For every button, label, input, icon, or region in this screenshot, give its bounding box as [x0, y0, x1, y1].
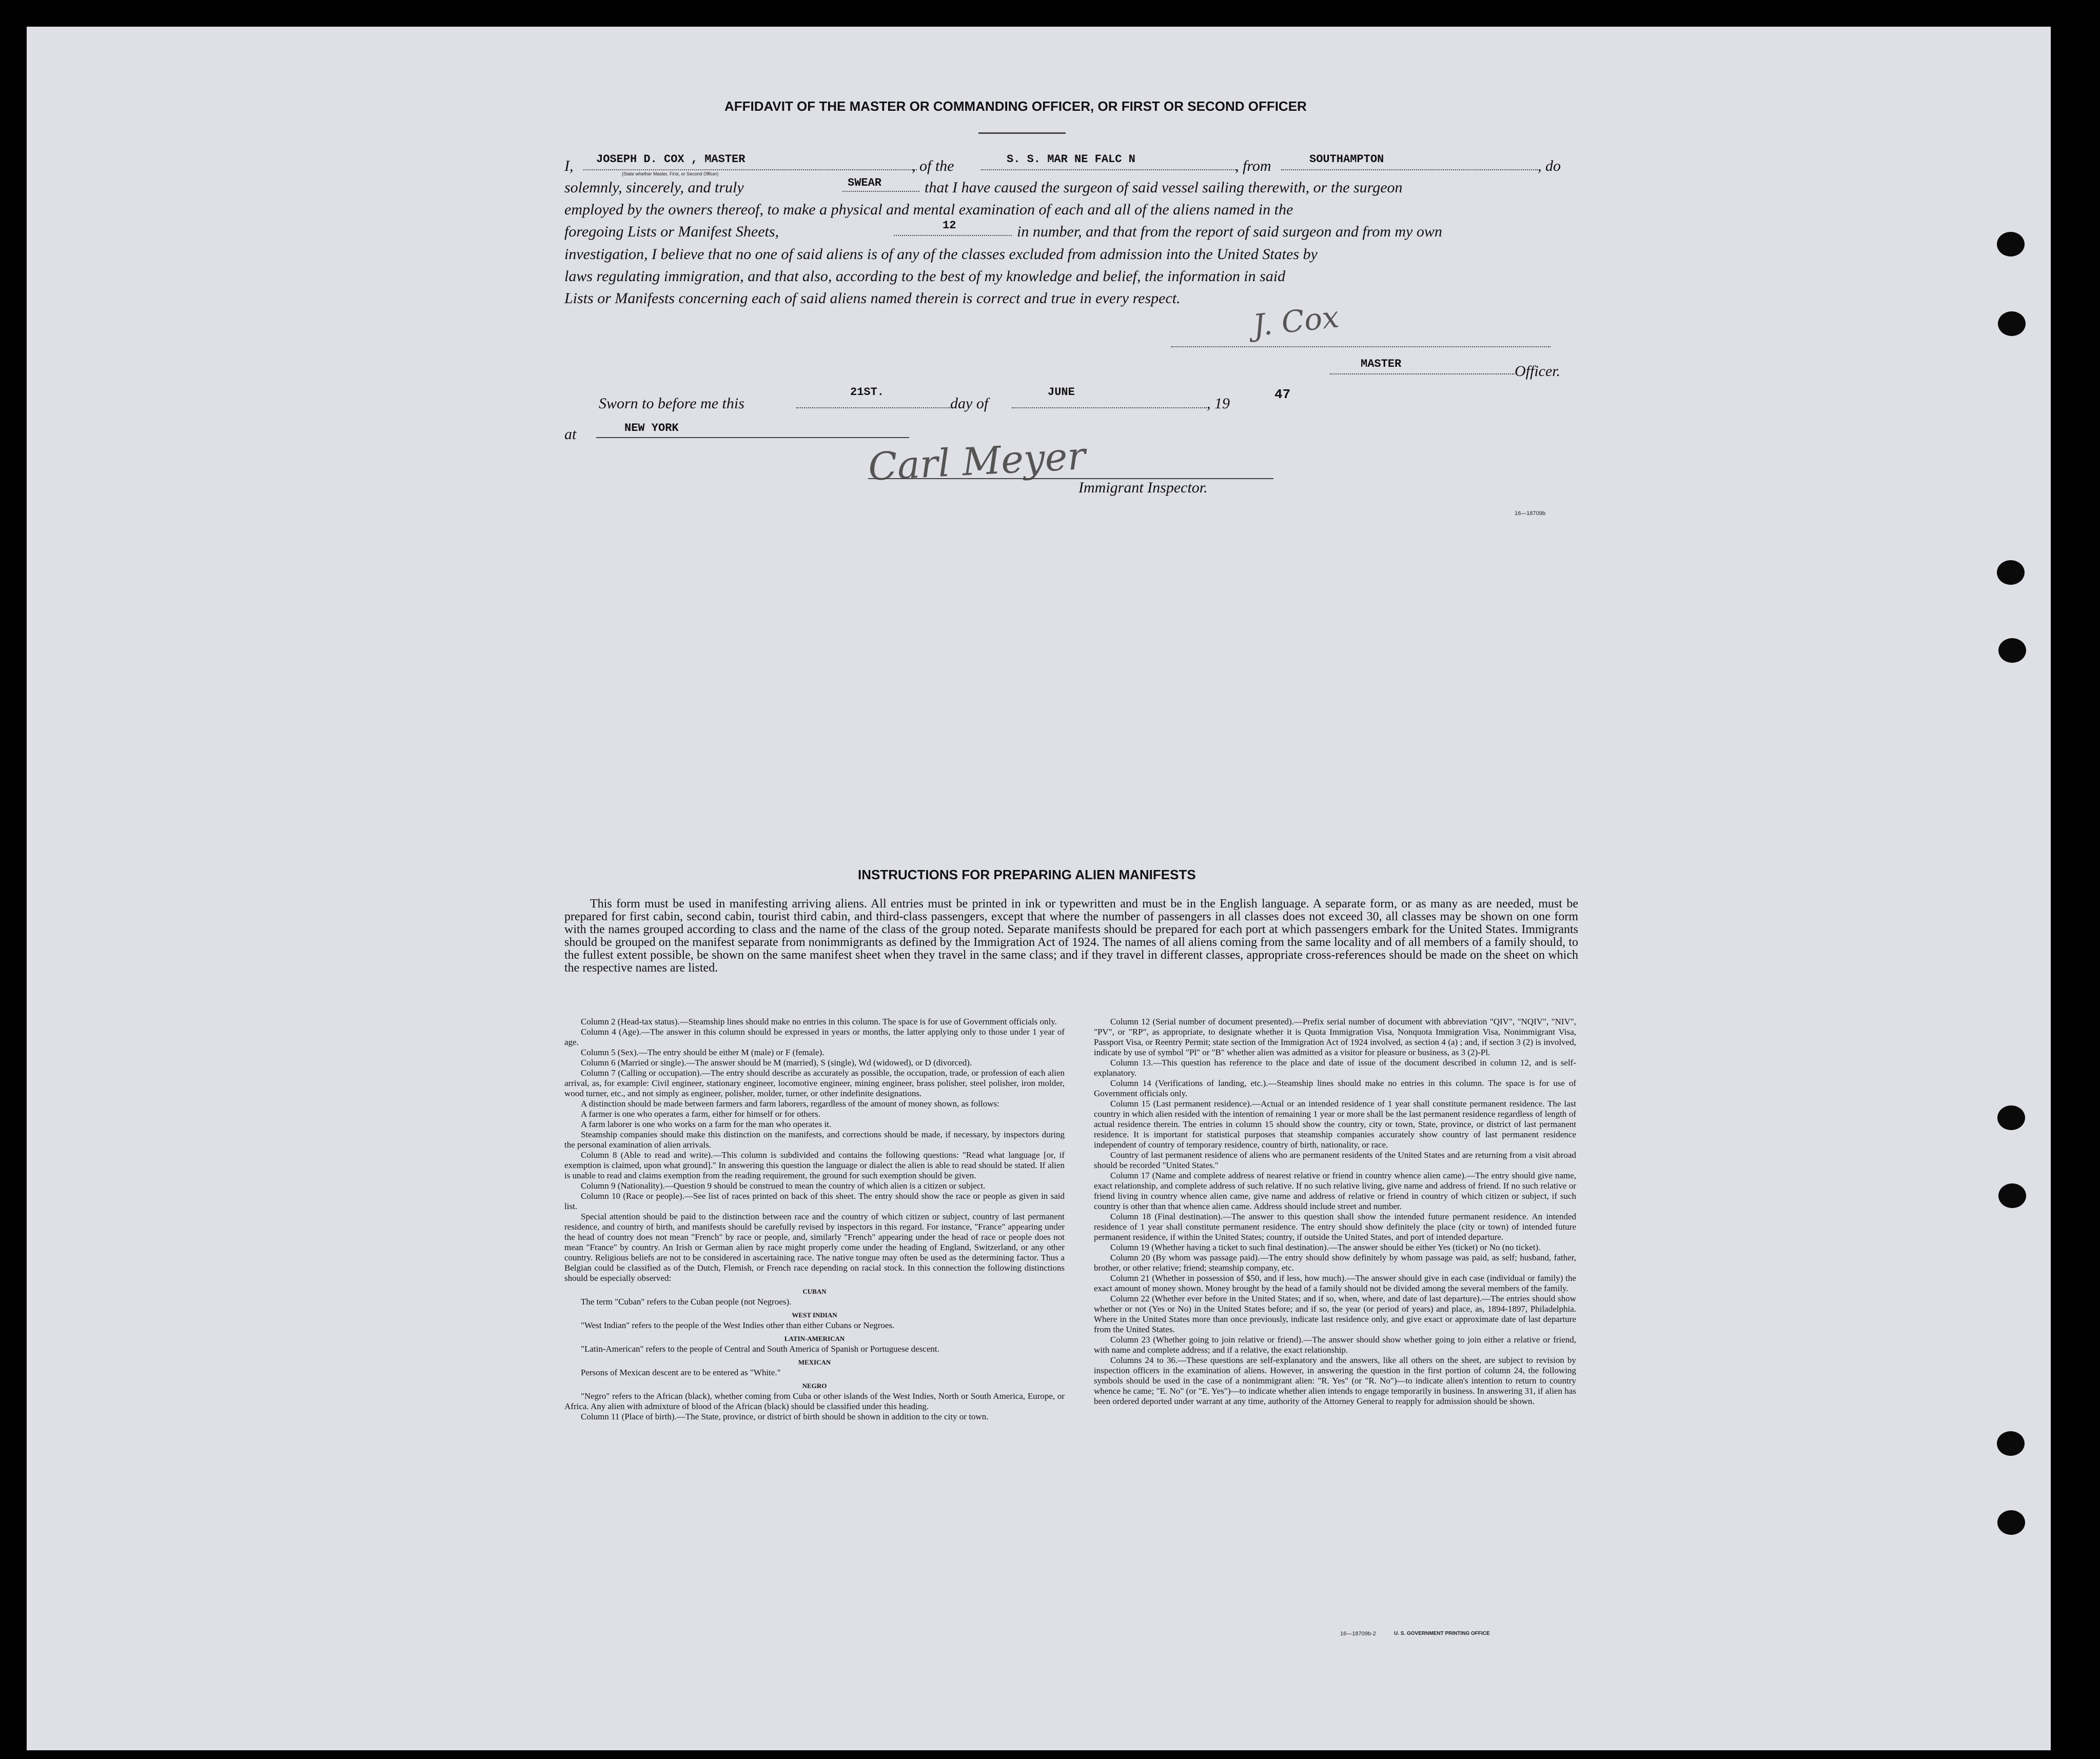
sworn-start: Sworn to before me this	[599, 395, 744, 412]
instruction-paragraph: Column 2 (Head-tax status).—Steamship lines should make no entries in this column. The space is for use of Government officials only.	[581, 1017, 1057, 1026]
departure-port: SOUTHAMPTON	[1309, 153, 1384, 166]
affidavit-line3: employed by the owners thereof, to make a physical and mental examination of each and all of the aliens named in the	[564, 201, 1293, 218]
port-line	[1281, 169, 1538, 170]
vessel-line	[981, 169, 1238, 170]
instructions-footer-office: U. S. GOVERNMENT PRINTING OFFICE	[1394, 1631, 1490, 1636]
race-heading: CUBAN	[802, 1288, 827, 1295]
sworn-month-line	[1012, 407, 1207, 408]
instructions-title: INSTRUCTIONS FOR PREPARING ALIEN MANIFESTS	[858, 867, 1196, 882]
punch-hole	[1997, 1431, 2025, 1456]
punch-hole	[1998, 1183, 2026, 1208]
sheet-count: 12	[943, 219, 956, 232]
instruction-paragraph: Column 8 (Able to read and write).—This column is subdivided and contains the following questions: "Read what language [or, if exemption is claimed, upon what ground]." In answering this question the language or dialect the alien is able to read should be stated. If alien is unable to read and claims exemption from the reading requirement, the ground for such exemption should be given.	[564, 1150, 1065, 1180]
instruction-paragraph: Column 9 (Nationality).—Question 9 should be construed to mean the country of which alien is a citizen or subject.	[581, 1181, 986, 1191]
instruction-paragraph: Steamship companies should make this distinction on the manifests, and corrections should be made, if necessary, by inspectors during the personal examination of alien arrivals.	[564, 1130, 1065, 1150]
sworn-day: 21ST.	[850, 386, 885, 399]
sworn-year-prefix: , 19	[1207, 395, 1230, 412]
instruction-paragraph: A farmer is one who operates a farm, either for himself or for others.	[581, 1109, 820, 1119]
affidavit-title: AFFIDAVIT OF THE MASTER OR COMMANDING OFFICER, OR FIRST OR SECOND OFFICER	[724, 98, 1307, 114]
affidavit-line4-start: foregoing Lists or Manifest Sheets,	[564, 223, 779, 240]
instruction-paragraph: Column 7 (Calling or occupation).—The entry should describe as accurately as possible, the occupation, trade, or profession of each alien arrival, as, for example: Civil engineer, stationary engineer, locomotive engineer, mining engineer, brass polisher, steel polisher, iron molder, wood turner, etc., and not simply as engineer, polisher, molder, turner, or other indefinite designations.	[564, 1068, 1065, 1098]
instruction-paragraph: Column 5 (Sex).—The entry should be either M (male) or F (female).	[581, 1048, 825, 1057]
instruction-paragraph: Column 17 (Name and complete address of nearest relative or friend in country whence alien came).—The entry should give name, exact relationship, and complete address of such relative. If no such relative living, give name and address of friend. If no such relative or friend living in country whence alien came, give name and address of relative or friend in country of which citizen or subject, if such country is other than that whence alien came. Address should include street and number.	[1094, 1171, 1576, 1211]
officer-signature-line	[1171, 346, 1551, 347]
instruction-paragraph: Column 13.—This question has reference to the place and date of issue of the document described in column 12, and is self-explanatory.	[1094, 1058, 1576, 1078]
sworn-day-of: day of	[950, 395, 989, 412]
instruction-paragraph: Column 21 (Whether in possession of $50, and if less, how much).—The answer should give in each case (individual or family) the exact amount of money shown. Money brought by the head of a family should not be divided among the several members of the family.	[1094, 1273, 1576, 1293]
oath-word: SWEAR	[848, 176, 882, 189]
instruction-paragraph: "West Indian" refers to the people of the West Indies other than either Cubans or Negroes.	[581, 1320, 895, 1330]
affidavit-line7: Lists or Manifests concerning each of said aliens named therein is correct and true in every respect.	[564, 290, 1181, 307]
place-name: NEW YORK	[624, 422, 679, 434]
instruction-paragraph: Column 19 (Whether having a ticket to such final destination).—The answer should be either Yes (ticket) or No (no ticket).	[1110, 1242, 1541, 1252]
instruction-paragraph: "Latin-American" refers to the people of Central and South America of Spanish or Portuguese descent.	[581, 1344, 939, 1354]
affidavit-line5: investigation, I believe that no one of said aliens is of any of the classes excluded from admission into the United States by	[564, 246, 1318, 263]
manifest-sheet	[27, 27, 2051, 1750]
affidavit-line4-end: in number, and that from the report of said surgeon and from my own	[1017, 223, 1442, 240]
officer-caption: (State whether Master, First, or Second Officer)	[622, 171, 719, 176]
instruction-paragraph: Column 12 (Serial number of document presented).—Prefix serial number of document with abbreviation "QIV", "NQIV", "NIV", "PV", or "RP", as appropriate, to designate whether it is Quota Immigration Visa, Nonquota Immigration Visa, Nonimmigrant Visa, Passport Visa, or Reentry Permit; state section of the Immigration Act of 1924 involved, as section 4 (a) ; and, if section 3 (2) is involved, indicate by use of symbol "Pl" or "B" whether alien was admitted as a visitor for pleasure or business, as 3 (2)-Pl.	[1094, 1017, 1576, 1057]
affidavit-of-the: , of the	[912, 157, 954, 174]
place-line	[596, 437, 909, 438]
vessel-name: S. S. MAR NE FALC N	[1007, 153, 1135, 166]
instruction-paragraph: The term "Cuban" refers to the Cuban people (not Negroes).	[581, 1297, 792, 1307]
officer-name-line	[583, 169, 917, 170]
race-heading: WEST INDIAN	[792, 1311, 837, 1319]
instruction-paragraph: A distinction should be made between farmers and farm laborers, regardless of the amount of money shown, as follows:	[581, 1099, 999, 1109]
instruction-paragraph: Column 14 (Verifications of landing, etc.).—Steamship lines should make no entries in this column. The space is for use of Government officials only.	[1094, 1078, 1576, 1098]
instruction-paragraph: Column 4 (Age).—The answer in this column should be expressed in years or months, the latter applying only to those under 1 year of age.	[564, 1027, 1065, 1047]
instruction-paragraph: Column 6 (Married or single).—The answer should be M (married), S (single), Wd (widowed), or D (divorced).	[581, 1058, 972, 1068]
oath-line	[842, 191, 919, 192]
instruction-paragraph: Column 22 (Whether ever before in the United States; and if so, when, where, and date of last departure).—The entries should show whether or not (Yes or No) in the United States before; and if so, the year (or period of years) and place, as, 1894-1897, Philadelphia. Where in the United States more than once previously, indicate last residence only, and give exact or approximate date of last departure from the United States.	[1094, 1294, 1576, 1334]
instruction-paragraph: Column 15 (Last permanent residence).—Actual or an intended residence of 1 year shall constitute permanent residence. The last country in which alien resided with the intention of remaining 1 year or more shall be the last permanent residence regardless of length of actual residence therein. The entries in column 15 should show the country, city or town, State, province, or district of last permanent residence. It is important for statistical purposes that steamship companies accurately show country of last permanent residence independent of country of temporary residence, country of birth, nationality, or race.	[1094, 1099, 1576, 1150]
affidavit-i: I,	[564, 157, 574, 174]
race-heading: NEGRO	[802, 1382, 827, 1390]
inspector-label: Immigrant Inspector.	[1078, 479, 1208, 496]
instruction-paragraph: Special attention should be paid to the distinction between race and the country of which citizen or subject, country of last permanent residence, and country of birth, and manifests should be carefully revised by inspectors in this regard. For instance, "France" appearing under the head of country does not mean "French" by race or people, and, similarly "French" appearing under the head of race or people does not mean "France" by country. An Irish or German alien by race might properly come under the heading of England, Switzerland, or any other country. Religious beliefs are not to be considered in ascertaining race. The native tongue may often be used as the determining factor. Thus a Belgian could be classified as of the Dutch, Flemish, or French race depending on racial stock. In this connection the following distinctions should be especially observed:	[564, 1212, 1065, 1283]
instruction-paragraph: Column 10 (Race or people).—See list of races printed on back of this sheet. The entry should show the race or people as given in said list.	[564, 1191, 1065, 1211]
instruction-paragraph: Column 23 (Whether going to join relative or friend).—The answer should show whether going to join either a relative or friend, with name and complete address; and if a relative, the exact relationship.	[1094, 1335, 1576, 1355]
punch-hole	[1997, 1105, 2025, 1130]
affidavit-line6: laws regulating immigration, and that also, according to the best of my knowledge and belief, the information in said	[564, 268, 1286, 285]
instruction-paragraph: Column 18 (Final destination).—The answer to this question shall show the intended future permanent residence. An intended residence of 1 year shall constitute permanent residence. The entry should show definitely the place (city or town) of intended future permanent residence, if within the United States; country, if outside the United States, and port of intended departure.	[1094, 1212, 1576, 1242]
instructions-intro: This form must be used in manifesting arriving aliens. All entries must be printed in ink or typewritten and must be in the English language. A separate form, or as many as are needed, must be prepared for first cabin, second cabin, tourist third cabin, and third-class passengers, except that where the number of passengers in all classes does not exceed 30, all classes may be shown on one form with the names grouped according to class and the name of the class of the group noted. Separate manifests should be prepared for each port at which passengers embark for the United States. Immigrants should be grouped on the manifest separate from nonimmigrants as defined by the Immigration Act of 1924. The names of all aliens coming from the same locality and of all members of a family should, to the fullest extent possible, be shown on the same manifest sheet when they travel in the same class; and if they travel in different classes, appropriate cross-references should be made on the sheet on which the respective names are listed.	[564, 897, 1578, 975]
punch-hole	[1997, 232, 2025, 256]
officer-name: JOSEPH D. COX , MASTER	[596, 153, 745, 166]
affidavit-do: , do	[1538, 157, 1561, 174]
affidavit-form-number: 16—18709b	[1515, 510, 1545, 517]
officer-label: Officer.	[1515, 363, 1561, 380]
punch-hole	[1998, 638, 2026, 663]
affidavit-line2-start: solemnly, sincerely, and truly	[564, 179, 744, 196]
instructions-right-column	[1094, 1017, 1576, 1407]
instruction-paragraph: Columns 24 to 36.—These questions are self-explanatory and the answers, like all others on the sheet, are subject to revision by inspection officers in the examination of aliens. However, in answering the question in the first portion of column 24, the following symbols should be used in the case of a nonimmigrant alien: "R. Yes" (or "R. No")—to indicate alien's intention to return to country whence he came; "E. No" (or "E. Yes")—to indicate whether alien intends to engage temporarily in business. In answering 31, if alien has been ordered deported under warrant at any time, authority of the Attorney General to reapply for admission should be shown.	[1094, 1355, 1576, 1406]
race-heading: MEXICAN	[798, 1358, 831, 1366]
instructions-footer-number: 16—18709b-2	[1340, 1631, 1376, 1637]
sworn-month: JUNE	[1048, 386, 1075, 399]
inspector-signature: Carl Meyer	[867, 433, 1087, 490]
punch-hole	[1997, 1510, 2025, 1535]
instruction-paragraph: Persons of Mexican descent are to be entered as "White."	[581, 1368, 781, 1377]
instruction-paragraph: Column 20 (By whom was passage paid).—The entry should show definitely by whom passage was paid, as self; husband, father, brother, or other relative; friend; steamship company, etc.	[1094, 1253, 1576, 1273]
affidavit-from: , from	[1235, 157, 1271, 174]
inspector-signature-line	[868, 478, 1273, 479]
punch-hole	[1997, 560, 2025, 585]
place-at: at	[564, 426, 577, 443]
instructions-left-column	[564, 1017, 1065, 1422]
officer-rank: MASTER	[1361, 358, 1402, 370]
officer-rank-line	[1330, 373, 1515, 374]
race-heading: LATIN-AMERICAN	[784, 1335, 845, 1342]
punch-hole	[1998, 311, 2026, 336]
instruction-paragraph: "Negro" refers to the African (black), whether coming from Cuba or other islands of the West Indies, North or South America, Europe, or Africa. Any alien with admixture of blood of the African (black) should be classified under this heading.	[564, 1391, 1065, 1411]
sworn-year: 47	[1274, 387, 1291, 402]
title-rule	[978, 132, 1066, 134]
instruction-paragraph: A farm laborer is one who works on a farm for the man who operates it.	[581, 1119, 832, 1129]
instruction-paragraph: Column 11 (Place of birth).—The State, province, or district of birth should be shown in addition to the city or town.	[581, 1412, 989, 1421]
affidavit-line2-end: that I have caused the surgeon of said vessel sailing therewith, or the surgeon	[925, 179, 1403, 196]
instruction-paragraph: Country of last permanent residence of aliens who are permanent residents of the United States and are returning from a visit abroad should be recorded "United States."	[1094, 1150, 1576, 1170]
sheet-count-line	[894, 235, 1012, 236]
sworn-day-line	[796, 407, 950, 408]
officer-signature: J. Cox	[1251, 299, 1341, 343]
